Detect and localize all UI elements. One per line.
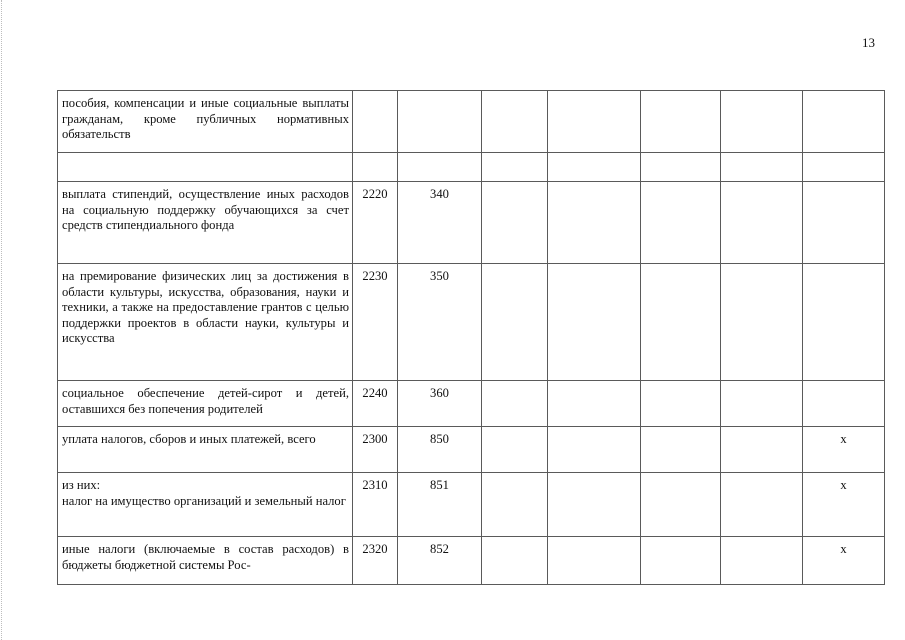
row-value-cell (641, 537, 721, 585)
row-value-cell (641, 473, 721, 537)
row-kbk-code: 852 (398, 537, 482, 585)
row-value-cell (721, 381, 803, 427)
row-description: из них: налог на имущество организаций и земельный налог (58, 473, 353, 537)
row-value-cell (482, 91, 548, 153)
page-edge-line (1, 0, 2, 640)
row-mark-cell (803, 91, 885, 153)
row-mark-cell: x (803, 537, 885, 585)
table-row (58, 427, 885, 473)
row-value-cell (482, 381, 548, 427)
budget-table (57, 90, 885, 585)
row-description: уплата налогов, сборов и иных платежей, всего (58, 427, 353, 473)
row-value-cell (482, 153, 548, 182)
row-value-cell (548, 381, 641, 427)
row-kbk-code: 851 (398, 473, 482, 537)
row-line-code: 2320 (353, 537, 398, 585)
page-number: 13 (862, 35, 875, 50)
table-body (58, 91, 885, 585)
row-value-cell (721, 473, 803, 537)
row-value-cell (482, 182, 548, 264)
table-row (58, 473, 885, 537)
row-value-cell (482, 264, 548, 381)
row-value-cell (548, 264, 641, 381)
row-value-cell (721, 427, 803, 473)
table-row (58, 264, 885, 381)
row-value-cell (721, 182, 803, 264)
row-value-cell (721, 264, 803, 381)
row-value-cell (641, 182, 721, 264)
row-value-cell (548, 473, 641, 537)
table-row (58, 91, 885, 153)
row-mark-cell (803, 264, 885, 381)
row-description: иные налоги (включаемые в состав расходов) в бюджеты бюджетной системы Рос- (58, 537, 353, 585)
table-row (58, 537, 885, 585)
row-value-cell (641, 153, 721, 182)
row-mark-cell: x (803, 473, 885, 537)
row-description: выплата стипендий, осуществление иных расходов на социальную поддержку обучающихся за счет средств стипендиального фонда (58, 182, 353, 264)
row-value-cell (721, 537, 803, 585)
row-value-cell (482, 473, 548, 537)
row-line-code: 2300 (353, 427, 398, 473)
row-kbk-code: 360 (398, 381, 482, 427)
row-kbk-code: 340 (398, 182, 482, 264)
table-row (58, 153, 885, 182)
row-line-code: 2220 (353, 182, 398, 264)
row-mark-cell (803, 381, 885, 427)
table-row (58, 381, 885, 427)
row-kbk-code: 850 (398, 427, 482, 473)
row-value-cell (548, 153, 641, 182)
row-value-cell (641, 381, 721, 427)
row-description: на премирование физических лиц за достижения в области культуры, искусства, образования, науки и техники, а также на предоставление грантов с целью поддержки проектов в области науки, культуры и искусства (58, 264, 353, 381)
row-value-cell (641, 91, 721, 153)
row-mark-cell (803, 182, 885, 264)
row-value-cell (482, 427, 548, 473)
row-value-cell (548, 182, 641, 264)
table-row (58, 182, 885, 264)
row-value-cell (641, 264, 721, 381)
row-value-cell (641, 427, 721, 473)
row-mark-cell (803, 153, 885, 182)
row-line-code: 2310 (353, 473, 398, 537)
row-mark-cell: x (803, 427, 885, 473)
row-line-code: 2230 (353, 264, 398, 381)
row-description: пособия, компенсации и иные социальные выплаты гражданам, кроме публичных нормативных обязательств (58, 91, 353, 153)
row-line-code: 2240 (353, 381, 398, 427)
row-kbk-code (398, 153, 482, 182)
row-line-code (353, 91, 398, 153)
row-value-cell (548, 427, 641, 473)
row-line-code (353, 153, 398, 182)
row-kbk-code: 350 (398, 264, 482, 381)
row-value-cell (482, 537, 548, 585)
row-value-cell (548, 91, 641, 153)
row-kbk-code (398, 91, 482, 153)
row-description: социальное обеспечение детей-сирот и детей, оставшихся без попечения родителей (58, 381, 353, 427)
row-value-cell (548, 537, 641, 585)
row-value-cell (721, 91, 803, 153)
row-description (58, 153, 353, 182)
row-value-cell (721, 153, 803, 182)
